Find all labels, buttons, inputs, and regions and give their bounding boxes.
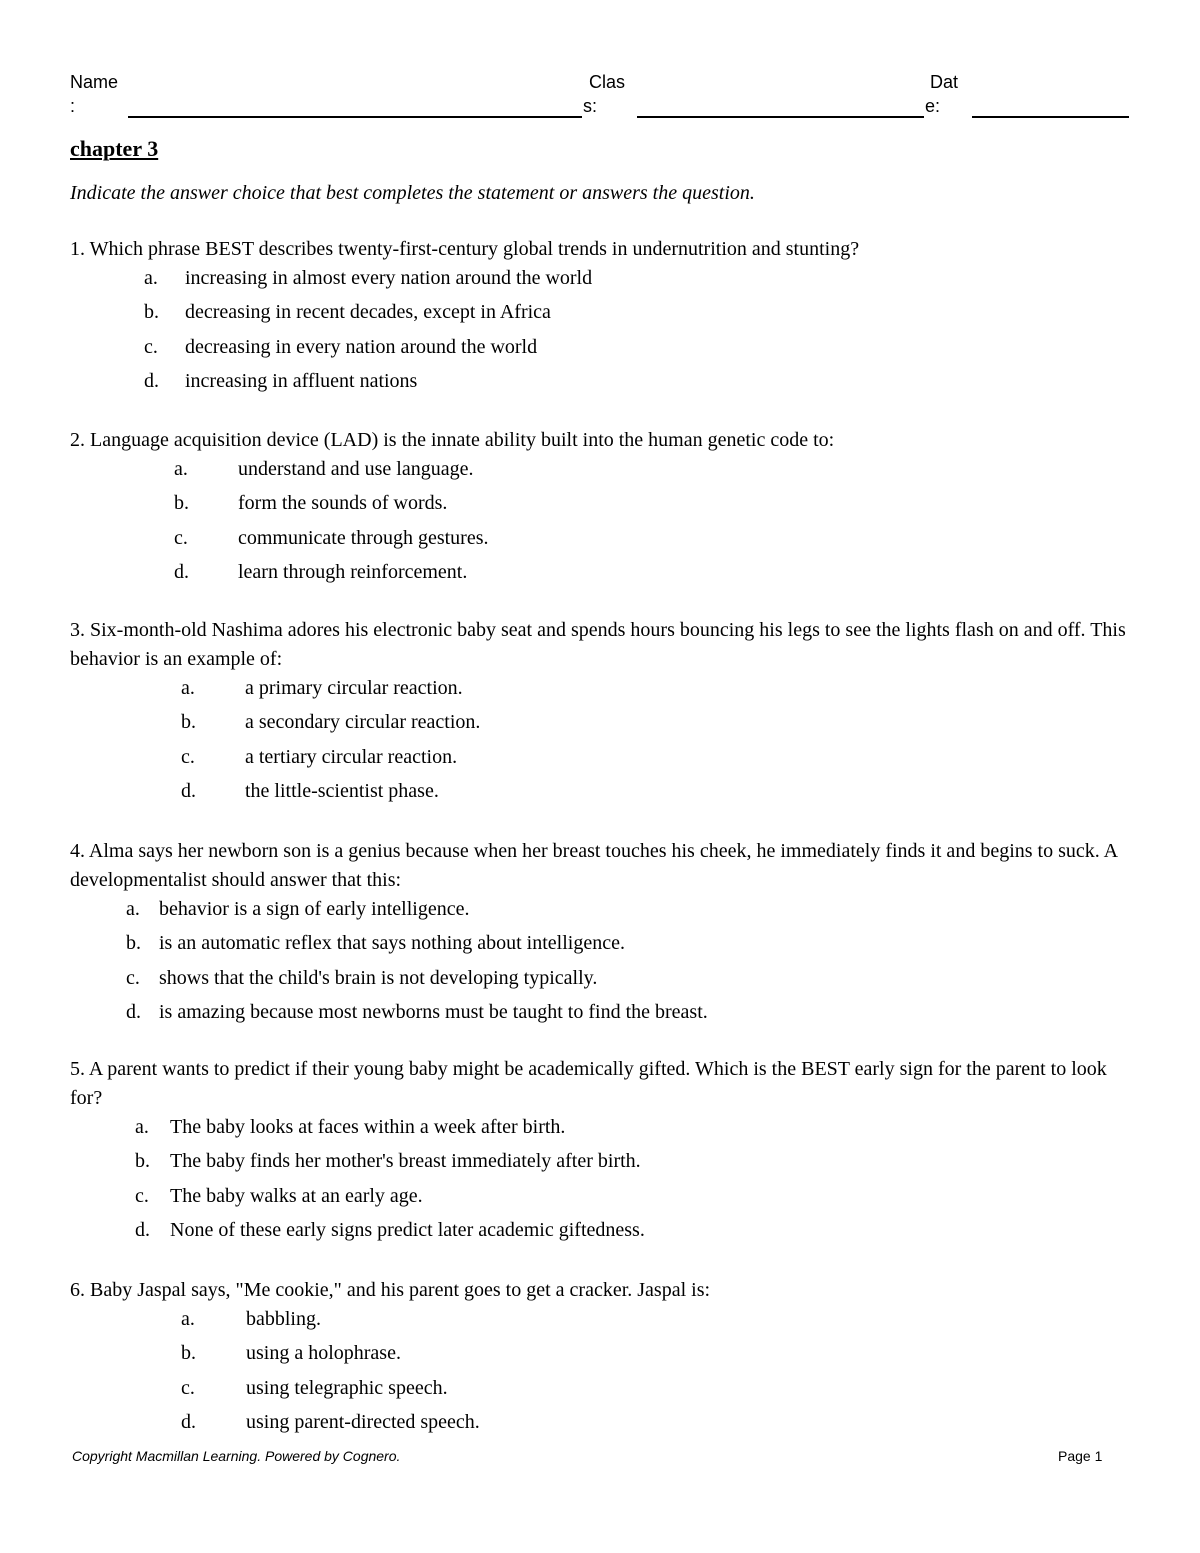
copyright-notice: Copyright Macmillan Learning. Powered by Cognero.	[72, 1448, 401, 1464]
answer-option[interactable]	[70, 1305, 1130, 1339]
question-stem: 1. Which phrase BEST describes twenty-first-century global trends in undernutrition and stunting?	[70, 238, 860, 260]
answer-option[interactable]	[70, 708, 1130, 742]
question-6	[70, 1276, 1130, 1442]
option-text: understand and use language.	[238, 458, 474, 480]
option-text: using parent-directed speech.	[246, 1410, 480, 1433]
option-text: the little-scientist phase.	[245, 779, 439, 802]
option-text: The baby walks at an early age.	[170, 1184, 423, 1207]
option-letter: b.	[174, 492, 189, 515]
option-letter: d.	[144, 369, 159, 392]
option-letter: c.	[181, 1376, 195, 1399]
option-letter: c.	[135, 1184, 149, 1207]
answer-option[interactable]	[70, 264, 1130, 298]
answer-option[interactable]	[70, 367, 1130, 401]
question-1	[70, 235, 1130, 401]
answer-option[interactable]	[70, 333, 1130, 367]
answer-option[interactable]	[70, 1216, 1130, 1250]
option-letter: b.	[126, 932, 141, 955]
question-stem: 2. Language acquisition device (LAD) is the innate ability built into the human genetic code to:	[70, 429, 835, 451]
question-4	[70, 837, 1130, 1032]
option-letter: a.	[181, 677, 195, 699]
option-letter: d.	[181, 1410, 196, 1433]
option-text: is an automatic reflex that says nothing about intelligence.	[159, 932, 625, 955]
question-stem: 6. Baby Jaspal says, "Me cookie," and his parent goes to get a cracker. Jaspal is:	[70, 1279, 711, 1301]
answer-option[interactable]	[70, 674, 1130, 708]
answer-option[interactable]	[70, 929, 1130, 963]
option-text: None of these early signs predict later academic giftedness.	[170, 1218, 645, 1241]
option-text: a primary circular reaction.	[245, 677, 463, 699]
question-stem: 3. Six-month-old Nashima adores his electronic baby seat and spends hours bouncing his legs to see the lights flash on and off. This behavior is an example of:	[70, 619, 1126, 670]
answer-option[interactable]	[70, 489, 1130, 523]
option-text: learn through reinforcement.	[238, 560, 468, 583]
question-2	[70, 426, 1130, 592]
option-text: form the sounds of words.	[238, 492, 448, 515]
option-text: decreasing in recent decades, except in Africa	[185, 301, 551, 324]
option-text: a tertiary circular reaction.	[245, 745, 458, 768]
answer-option[interactable]	[70, 895, 1130, 929]
option-letter: b.	[181, 1342, 196, 1365]
option-letter: d.	[174, 560, 189, 583]
answer-option[interactable]	[70, 1113, 1130, 1147]
option-text: behavior is a sign of early intelligence.	[159, 898, 470, 920]
option-letter: d.	[126, 1000, 141, 1023]
date-label-colon: e:	[925, 96, 941, 116]
chapter-title: chapter 3	[70, 136, 159, 161]
option-text: The baby looks at faces within a week after birth.	[170, 1116, 566, 1138]
option-text: communicate through gestures.	[238, 526, 489, 549]
date-field-line[interactable]	[972, 116, 1129, 118]
option-text: a secondary circular reaction.	[245, 711, 481, 734]
option-text: The baby finds her mother's breast immediately after birth.	[170, 1150, 641, 1173]
option-text: shows that the child's brain is not developing typically.	[159, 966, 598, 989]
option-letter: c.	[126, 966, 140, 989]
option-letter: a.	[135, 1116, 149, 1138]
class-field-line[interactable]	[637, 116, 924, 118]
option-letter: a.	[144, 267, 158, 289]
option-text: is amazing because most newborns must be taught to find the breast.	[159, 1000, 708, 1023]
option-letter: c.	[174, 526, 188, 549]
option-text: increasing in affluent nations	[185, 369, 418, 392]
option-letter: b.	[181, 711, 196, 734]
option-letter: c.	[181, 745, 195, 768]
question-stem: 5. A parent wants to predict if their young baby might be academically gifted. Which is the BEST early sign for the parent to look for?	[70, 1058, 1107, 1109]
answer-option[interactable]	[70, 558, 1130, 592]
option-letter: c.	[144, 335, 158, 358]
option-text: decreasing in every nation around the world	[185, 335, 538, 358]
question-stem: 4. Alma says her newborn son is a genius because when her breast touches his cheek, he immediately finds it and begins to suck. A developmentalist should answer that this:	[70, 840, 1117, 891]
date-label: Dat	[930, 72, 959, 92]
name-label-colon: :	[70, 96, 76, 116]
option-letter: a.	[181, 1308, 195, 1330]
name-field-line[interactable]	[128, 116, 582, 118]
class-label-colon: s:	[583, 96, 598, 116]
answer-option[interactable]	[70, 1374, 1130, 1408]
page-number: Page 1	[1058, 1448, 1103, 1464]
option-letter: d.	[181, 779, 196, 802]
question-5	[70, 1055, 1130, 1250]
option-letter: a.	[126, 898, 140, 920]
option-letter: b.	[135, 1150, 150, 1173]
option-letter: a.	[174, 458, 188, 480]
answer-option[interactable]	[70, 524, 1130, 558]
option-text: using a holophrase.	[246, 1342, 401, 1365]
option-letter: d.	[135, 1218, 150, 1241]
class-label: Clas	[589, 72, 626, 92]
answer-option[interactable]	[70, 777, 1130, 811]
answer-option[interactable]	[70, 743, 1130, 777]
name-label: Name	[70, 72, 119, 92]
answer-option[interactable]	[70, 455, 1130, 489]
option-letter: b.	[144, 301, 159, 324]
instructions: Indicate the answer choice that best completes the statement or answers the question.	[70, 182, 755, 204]
answer-option[interactable]	[70, 1182, 1130, 1216]
answer-option[interactable]	[70, 998, 1130, 1032]
answer-option[interactable]	[70, 298, 1130, 332]
option-text: babbling.	[246, 1308, 321, 1330]
answer-option[interactable]	[70, 1147, 1130, 1181]
answer-option[interactable]	[70, 1408, 1130, 1442]
option-text: increasing in almost every nation around the world	[185, 267, 593, 289]
question-3	[70, 616, 1130, 811]
answer-option[interactable]	[70, 1339, 1130, 1373]
answer-option[interactable]	[70, 964, 1130, 998]
option-text: using telegraphic speech.	[246, 1376, 448, 1399]
